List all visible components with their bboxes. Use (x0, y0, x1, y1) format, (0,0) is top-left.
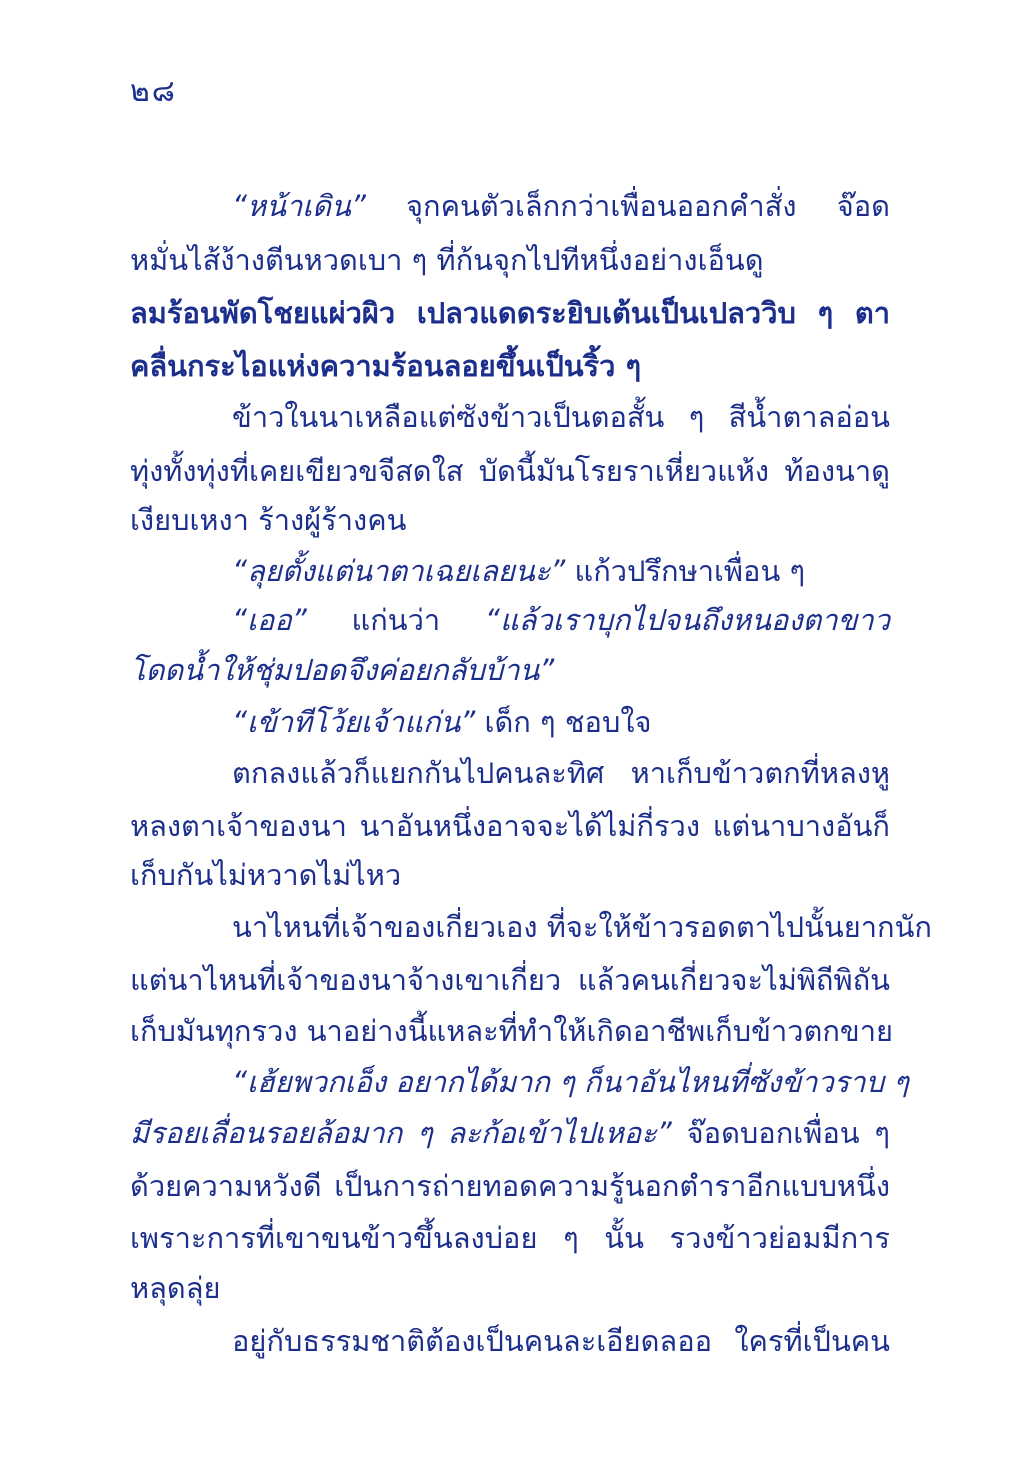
text-line (232, 907, 932, 947)
text-line (130, 1268, 890, 1308)
text-line (130, 1218, 890, 1258)
dialogue-text: “เออ” (232, 603, 307, 637)
text-line (130, 451, 890, 491)
text-line (130, 650, 890, 690)
text-line (130, 293, 890, 333)
text-line (130, 346, 890, 386)
narrative-text: เพราะการที่เขาขนข้าวขึ้นลงบ่อย ๆ นั้น รวงข้าวย่อมมีการ (130, 1221, 890, 1255)
narrative-text: นาไหนที่เจ้าของเกี่ยวเอง ที่จะให้ข้าวรอดตาไปนั้นยากนัก (232, 910, 932, 944)
narrative-text: เก็บกันไม่หวาดไม่ไหว (130, 858, 402, 892)
narrative-text: เก็บมันทุกรวง นาอย่างนี้แหละที่ทำให้เกิดอาชีพเก็บข้าวตกขาย (130, 1014, 894, 1048)
dialogue-text: “เข้าทีโว้ยเจ้าแก่น” (232, 705, 476, 739)
dialogue-text: “หน้าเดิน” (232, 189, 366, 223)
dialogue-text: “เฮ้ยพวกเอ็ง อยากได้มาก ๆ ก็นาอันไหนที่ซังข้าวราบ ๆ (232, 1065, 909, 1099)
text-line (232, 702, 890, 742)
dialogue-text: “แล้วเราบุกไปจนถึงหนองตาขาว (484, 603, 890, 637)
text-line (232, 186, 890, 226)
text-line (232, 551, 890, 591)
narrative-text: ทุ่งทั้งทุ่งที่เคยเขียวขจีสดใส บัดนี้มันโรยราเหี่ยวแห้ง ท้องนาดู (130, 454, 890, 488)
text-line (130, 1113, 890, 1153)
narrative-text: จ๊อดบอกเพื่อน ๆ (671, 1116, 890, 1150)
bold-text: คลื่นกระไอแห่งความร้อนลอยขึ้นเป็นริ้ว ๆ (130, 349, 642, 383)
text-line (130, 960, 890, 1000)
narrative-text: เงียบเหงา ร้างผู้ร้างคน (130, 503, 407, 537)
narrative-text: ข้าวในนาเหลือแต่ซังข้าวเป็นตอสั้น ๆ สีน้ำตาลอ่อน (232, 400, 890, 434)
text-line (130, 855, 890, 895)
dialogue-text: โดดน้ำให้ชุ่มปอดจึงค่อยกลับบ้าน” (130, 653, 555, 687)
text-line (232, 1062, 909, 1102)
narrative-text: ตกลงแล้วก็แยกกันไปคนละทิศ หาเก็บข้าวตกที่หลงหู (232, 756, 890, 790)
text-line (232, 397, 890, 437)
dialogue-text: “ลุยตั้งแต่นาตาเฉยเลยนะ” (232, 554, 566, 588)
text-line (232, 1321, 890, 1361)
narrative-text: แก้วปรึกษาเพื่อน ๆ (565, 554, 806, 588)
narrative-text: แต่นาไหนที่เจ้าของนาจ้างเขาเกี่ยว แล้วคนเกี่ยวจะไม่พิถีพิถัน (130, 963, 890, 997)
text-line (232, 753, 890, 793)
page-number: ๒๘ (130, 74, 177, 109)
dialogue-text: มีรอยเลื่อนรอยล้อมาก ๆ ละก้อเข้าไปเหอะ” (130, 1116, 672, 1150)
narrative-text: หมั่นไส้ง้างตีนหวดเบา ๆ ที่ก้นจุกไปทีหนึ่งอย่างเอ็นดู (130, 243, 764, 277)
narrative-text: แก่นว่า (306, 603, 485, 637)
text-line (130, 240, 890, 280)
narrative-text: อยู่กับธรรมชาติต้องเป็นคนละเอียดลออ ใครที่เป็นคน (232, 1324, 890, 1358)
narrative-text: หลุดลุ่ย (130, 1271, 221, 1305)
narrative-text: จุกคนตัวเล็กกว่าเพื่อนออกคำสั่ง จ๊อด (365, 189, 890, 223)
bold-text: ลมร้อนพัดโชยแผ่วผิว เปลวแดดระยิบเต้นเป็นเปลววิบ ๆ ตา (130, 296, 890, 330)
text-line (232, 600, 890, 640)
text-line (130, 1011, 894, 1051)
text-line (130, 1166, 890, 1206)
text-line (130, 500, 890, 540)
narrative-text: ด้วยความหวังดี เป็นการถ่ายทอดความรู้นอกตำราอีกแบบหนึ่ง (130, 1169, 890, 1203)
text-line (130, 806, 890, 846)
narrative-text: หลงตาเจ้าของนา นาอันหนึ่งอาจจะได้ไม่กี่รวง แต่นาบางอันก็ (130, 809, 890, 843)
narrative-text: เด็ก ๆ ชอบใจ (475, 705, 652, 739)
